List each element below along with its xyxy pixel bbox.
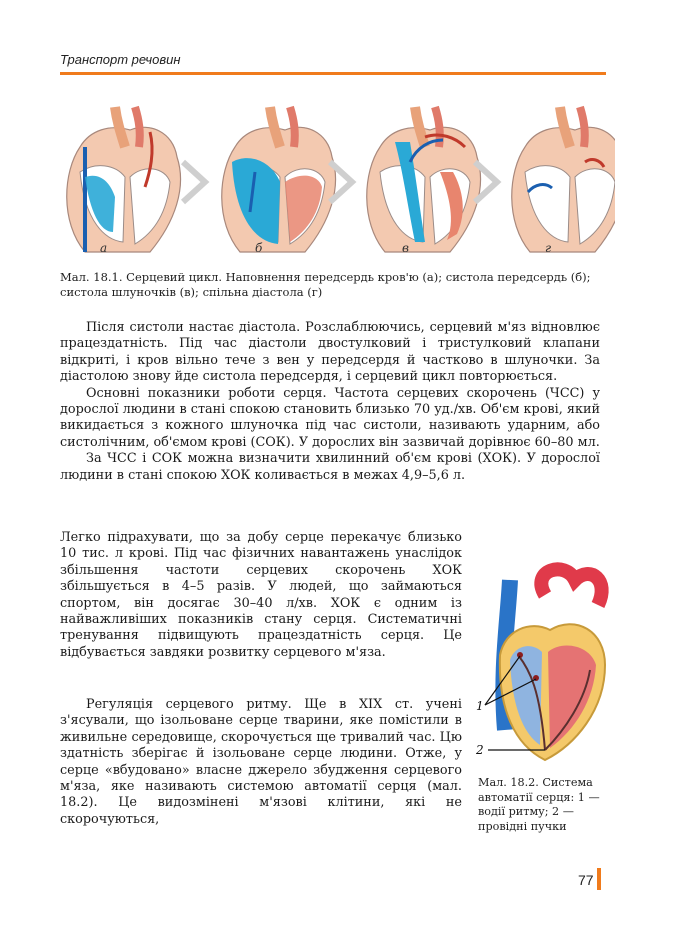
panel-label-c: в (402, 241, 409, 255)
arrow-chevron-1 (183, 162, 205, 202)
text-block-1 (60, 320, 600, 484)
paragraph-indicators: Основні показники роботи серця. Частота серцевих скорочень (ЧСС) у дорослої людини в стані спокою становить близько 70 уд./хв. Об'єм крові, який викидається з кожного шлуночка під час систоли, називають ударним, або систолічним, об'ємом крові (СОК). У дорослих він зазвичай дорівнює 60–80 мл. (60, 385, 600, 450)
panel-label-a: а (100, 241, 108, 255)
heart-panel-c (367, 107, 481, 252)
panel-label-d: г (545, 241, 552, 255)
heart-panel-d (512, 107, 615, 252)
figure2-caption: Мал. 18.2. Система автоматії серця: 1 — водії ритму; 2 — провідні пучки (478, 776, 600, 833)
header-rule (60, 72, 606, 75)
running-title: Транспорт речовин (60, 52, 181, 67)
paragraph-diastole: Після систоли настає діастола. Розслаблюючись, серцевий м'яз відновлює працездатність. Під час діастоли двостулковий і тристулковий клапани відкриті, і кров вільно тече з вен у передсердя й частково в шлуночки. За діастолою знову йде систола передсердя, і серцевий цикл повторюється. (60, 320, 600, 385)
figure1-caption: Мал. 18.1. Серцевий цикл. Наповнення передсердь кров'ю (а); систола передсердь (б); систола шлуночків (в); спільна діастола (г) (60, 270, 591, 299)
page-number: 77 (578, 872, 594, 888)
label-pacemakers: 1 (476, 699, 484, 713)
text-block-2 (60, 530, 462, 661)
heart-panel-a (67, 107, 181, 252)
heart-panel-b (222, 107, 336, 252)
paragraph-hok-intro: За ЧСС і СОК можна визначити хвилинний об'єм крові (ХОК). У дорослої людини в стані спокою ХОК коливається в межах 4,9–5,6 л. (60, 451, 600, 483)
page-number-bar (597, 868, 601, 890)
figure-heart-automatism (470, 560, 610, 770)
label-conduction: 2 (476, 743, 484, 757)
panel-label-b: б (255, 241, 263, 255)
text-block-3 (60, 697, 462, 828)
figure-heart-cycle (55, 102, 615, 262)
paragraph-hok-cont: Легко підрахувати, що за добу серце перекачує близько 10 тис. л крові. Під час фізичних навантажень унаслідок збільшення частоти серцевих скорочень ХОК збільшується в 4–5 разів. У людей, що займаються спортом, він досягає 30–40 л/хв. ХОК є одним із найважливіших показників стану серця. Систематичні тренування підвищують працездатність серця. Це відбувається завдяки розвитку серцевого м'яза. (60, 530, 462, 660)
paragraph-rhythm: Регуляція серцевого ритму. Ще в XIX ст. учені з'ясували, що ізольоване серце тварини, яке помістили в живильне середовище, скорочується ще тривалий час. Цю здатність зберігає й ізольоване серце людини. Отже, у серце «вбудовано» власне джерело збудження серцевого м'яза, яке називають системою автоматії серця (мал. 18.2). Це видозмінені м'язові клітини, які не скорочуються, (60, 697, 462, 827)
